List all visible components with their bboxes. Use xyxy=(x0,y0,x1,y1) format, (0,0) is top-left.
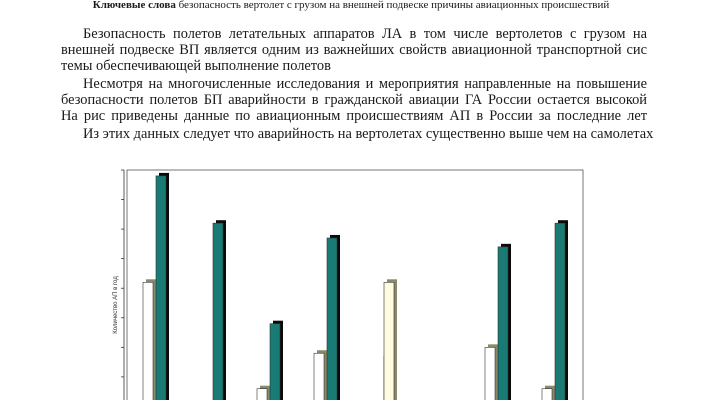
bar-series-1 xyxy=(257,389,267,400)
bar-series-1 xyxy=(143,282,153,400)
paragraph-line: Безопасность полетов летательных аппаратов ЛА в том числе вертолетов с грузом на xyxy=(83,26,647,42)
bar-series-1 xyxy=(314,353,324,400)
plot-border xyxy=(127,170,583,400)
bar-series-2 xyxy=(270,324,280,400)
keywords-text: безопасность вертолет с грузом на внешней подвеске причины авиационных происшествий xyxy=(178,0,610,11)
paragraph-line: внешней подвеске ВП является одним из важнейших свойств авиационной транспортной сис xyxy=(61,42,647,59)
paragraph-line: Из этих данных следует что аварийность на вертолетах существенно выше чем на самолетах xyxy=(83,126,654,142)
paragraph-line: безопасности полетов БП аварийности в гражданской авиации ГА России остается высокой xyxy=(61,92,647,109)
bar-series-1 xyxy=(542,389,552,400)
chart-plot-area xyxy=(121,170,583,400)
keywords-label: Ключевые слова xyxy=(92,0,176,11)
bar-series-1 xyxy=(485,347,495,400)
paragraph-line: темы обеспечивающей выполнение полетов xyxy=(61,58,331,75)
paragraph-line: Несмотря на многочисленные исследования и мероприятия направленные на повышение xyxy=(83,76,647,92)
bar-series-2 xyxy=(555,223,565,400)
bar-series-2 xyxy=(327,238,337,400)
bar-series-2 xyxy=(213,223,223,400)
bar-series-3 xyxy=(384,282,394,400)
bar-series-2 xyxy=(156,176,166,400)
bar-series-2 xyxy=(498,247,508,400)
y-axis-label: Количество АП в год xyxy=(113,276,119,334)
paragraph-line: На рис приведены данные по авиационным происшествиям АП в России за последние лет xyxy=(61,108,647,125)
